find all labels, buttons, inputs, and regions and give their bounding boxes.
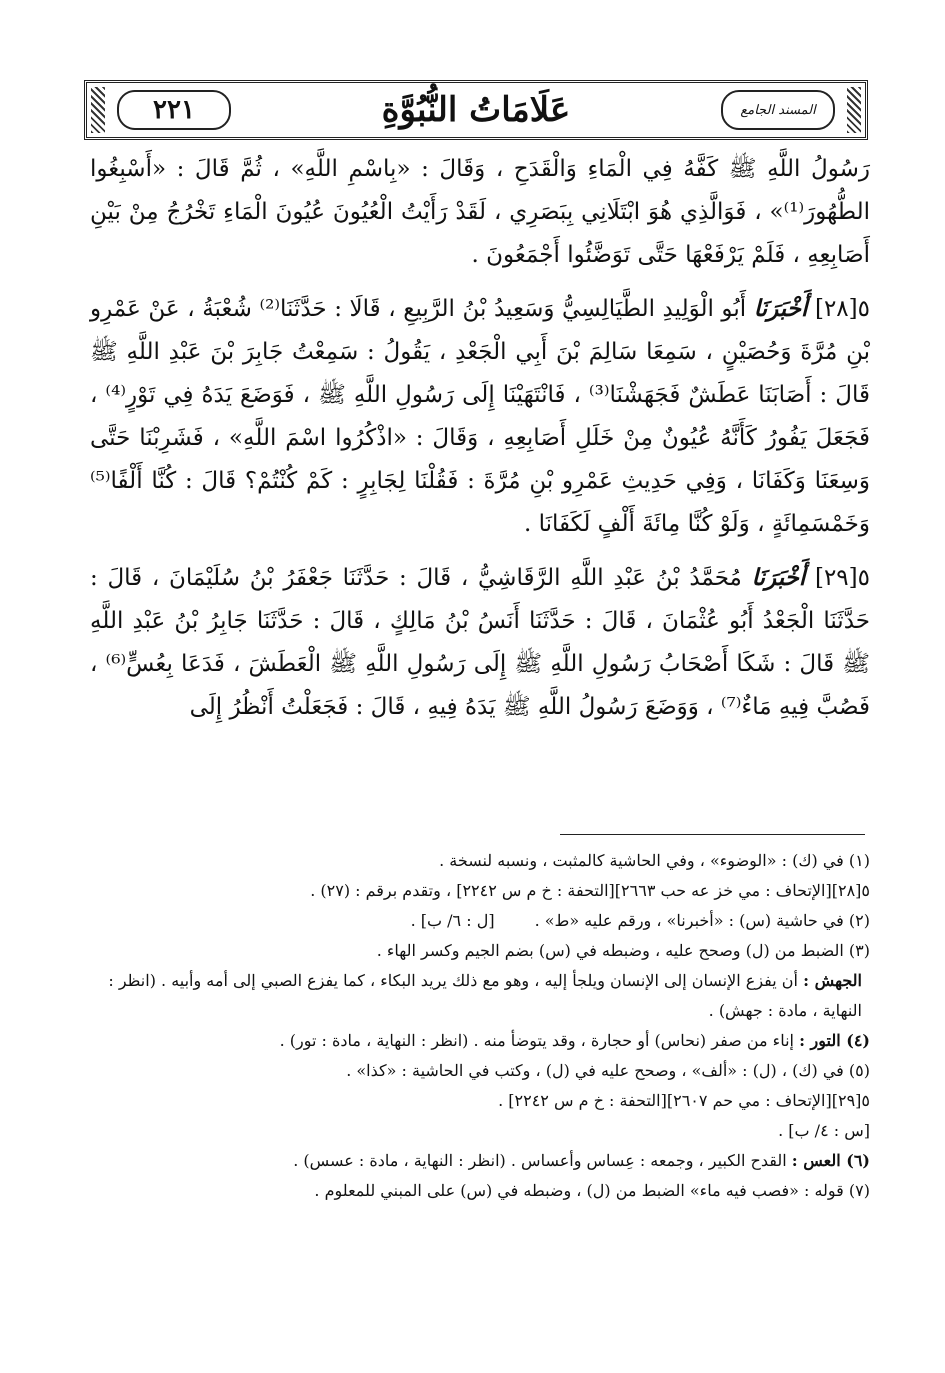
hadith-marker: ٥[٢٨] — [814, 296, 870, 322]
page-reference: [س : ٤/ ب] . — [778, 1121, 870, 1140]
definition-term: (٤) التور : — [799, 1031, 870, 1050]
definition-term: (٦) العس : — [791, 1151, 870, 1170]
page-number: ٢٢١ — [117, 90, 231, 130]
hadith-text: مُحَمَّدُ بْنُ عَبْدِ اللَّهِ الرَّقَاشِيُّ ، قَالَ : حَدَّثَنَا جَعْفَرُ بْنُ سُلَيْمَانَ ، قَالَ : حَدَّثَنَا الْجَعْدُ أَبُو عُثْمَانَ ، قَالَ : حَدَّثَنَا أَنَسُ بْنُ مَالِكٍ ، قَالَ : حَدَّثَنَا جَابِرُ بْنُ عَبْدِ اللَّهِ ﷺ قَالَ : شَكَا أَصْحَابُ رَسُولِ اللَّهِ ﷺ إِلَى رَسُولِ اللَّهِ ﷺ الْعَطَشَ ، فَدَعَا بِعُسٍّ⁽⁶⁾ ، فَصُبَّ فِيهِ مَاءٌ⁽⁷⁾ ، وَوَضَعَ رَسُولُ اللَّهِ ﷺ يَدَهُ فِيهِ ، قَالَ : فَجَعَلْتُ أَنْظُرُ إِلَى — [90, 565, 870, 720]
hadith-lead: أَخْبَرَنَا — [753, 295, 808, 322]
main-text — [90, 148, 870, 735]
page-reference: [ل : ٦/ ب] . — [410, 911, 495, 930]
footnotes — [90, 846, 870, 1206]
hadith-28 — [90, 287, 870, 546]
footnote — [90, 1026, 870, 1056]
footnote — [90, 1146, 870, 1176]
definition-term: الجهش : — [803, 971, 862, 990]
definition — [90, 966, 870, 1026]
footnote: (٣) الضبط من (ل) وصحح عليه ، وضبطه في (س) بضم الجيم وكسر الهاء . — [376, 941, 870, 960]
hadith-29 — [90, 556, 870, 729]
footnote: (٧) قوله : «فصب فيه ماء» الضبط من (ل) ، وضبطه في (س) على المبني للمعلوم . — [314, 1181, 870, 1200]
definition-text: إناء من صفر (نحاس) أو حجارة ، وقد يتوضأ منه . (انظر : النهاية ، مادة : تور) . — [279, 1031, 794, 1050]
hadith-marker: ٥[٢٩] — [814, 565, 870, 591]
source-note: ٥[٢٨][الإتحاف : مي خز عه حب ٢٦٦٣][التحفة : خ م س ٢٢٤٢] ، وتقدم برقم : (٢٧) . — [310, 881, 870, 900]
definition-text: القدح الكبير ، وجمعه : عِساس وأعساس . (انظر : النهاية ، مادة : عسس) . — [293, 1151, 787, 1170]
hadith-text: أَبُو الْوَلِيدِ الطَّيَالِسِيُّ وَسَعِيدُ بْنُ الرَّبِيعِ ، قَالَا : حَدَّثَنَا⁽²⁾ شُعْبَةُ ، عَنْ عَمْرِو بْنِ مُرَّةَ وَحُصَيْنٍ ، سَمِعَا سَالِمَ بْنَ أَبِي الْجَعْدِ ، يَقُولُ : سَمِعْتُ جَابِرَ بْنَ عَبْدِ اللَّهِ ﷺ قَالَ : أَصَابَنَا عَطَشٌ فَجَهَشْنَا⁽³⁾ ، فَانْتَهَيْنَا إِلَى رَسُولِ اللَّهِ ﷺ ، فَوَضَعَ يَدَهُ فِي تَوْرٍ⁽⁴⁾ ، فَجَعَلَ يَفُورُ كَأَنَّهُ عُيُونٌ مِنْ خَلَلِ أَصَابِعِهِ ، وَقَالَ : «اذْكُرُوا اسْمَ اللَّهِ» ، فَشَرِبْنَا حَتَّى وَسِعَنَا وَكَفَانَا ، وَفِي حَدِيثِ عَمْرِو بْنِ مُرَّةَ : فَقُلْنَا لِجَابِرٍ : كَمْ كُنْتُمْ؟ قَالَ : كُنَّا أَلْفًا⁽⁵⁾ وَخَمْسَمِائَةٍ ، وَلَوْ كُنَّا مِائَةَ أَلْفٍ لَكَفَانَا . — [90, 296, 871, 537]
footnote-text: (٢) في حاشية (س) : «أخبرنا» ، ورقم عليه «ط» . — [534, 911, 870, 930]
footnote — [90, 906, 870, 936]
footnote-divider — [560, 834, 865, 835]
hadith-lead: أَخْبَرَنَا — [751, 564, 806, 591]
definition-text: أن يفزع الإنسان إلى الإنسان ويلجأ إليه ، وهو مع ذلك يريد البكاء ، كما يفزع الصبي إلى أمه وأبيه . (انظر : النهاية ، مادة : جهش) . — [108, 971, 862, 1020]
book-seal: المسند الجامع — [721, 90, 835, 130]
footnote: (١) في (ك) : «الوضوء» ، وفي الحاشية كالمثبت ، ونسبه لنسخة . — [439, 851, 870, 870]
source-note: ٥[٢٩][الإتحاف : مي حم ٢٦٠٧][التحفة : خ م س ٢٢٤٢] . — [498, 1091, 870, 1110]
page-header — [84, 80, 868, 140]
page-title: عَلَامَاتُ النُّبُوَّةِ — [381, 90, 571, 130]
footnote: (٥) في (ك) ، (ل) : «ألف» ، وصحح عليه في (ل) ، وكتب في الحاشية : «كذا» . — [346, 1061, 870, 1080]
paragraph-continuation: رَسُولُ اللَّهِ ﷺ كَفَّهُ فِي الْمَاءِ وَالْقَدَحِ ، وَقَالَ : «بِاسْمِ اللَّهِ» ، ثُمَّ قَالَ : «أَسْبِغُوا الطُّهُورَ⁽¹⁾» ، فَوَالَّذِي هُوَ ابْتَلَانِي بِبَصَرِي ، لَقَدْ رَأَيْتُ الْعُيُونَ عُيُونَ الْمَاءِ تَخْرُجُ مِنْ بَيْنِ أَصَابِعِهِ ، فَلَمْ يَرْفَعْهَا حَتَّى تَوَضَّئُوا أَجْمَعُونَ . — [90, 156, 870, 268]
